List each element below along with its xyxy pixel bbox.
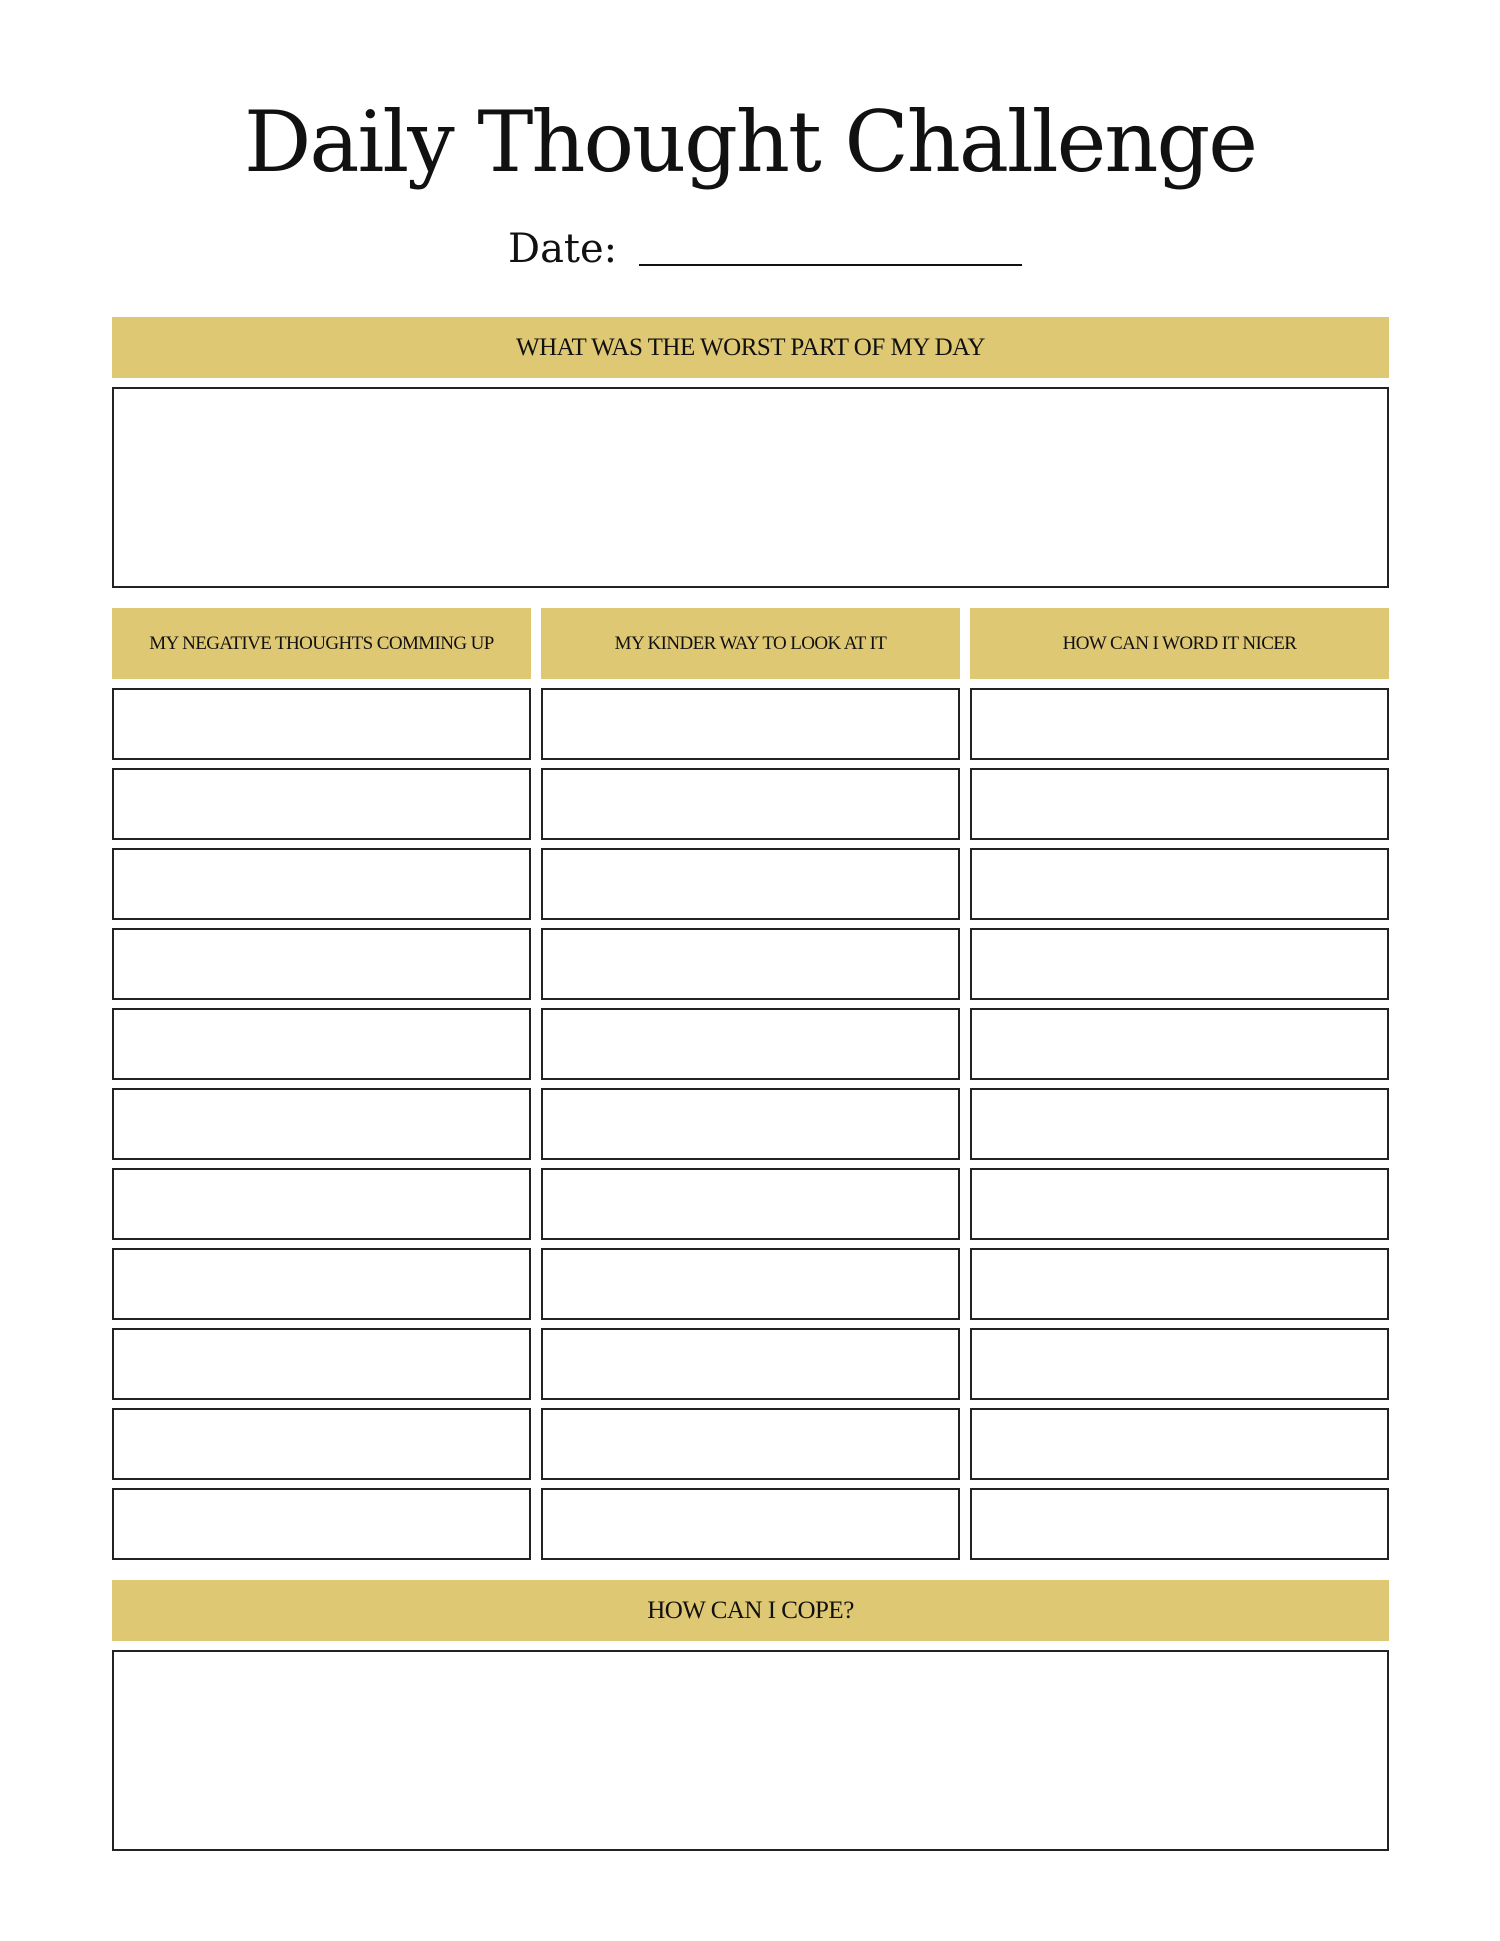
worst-part-box[interactable] — [112, 387, 1389, 588]
table-cell-negative-thought[interactable] — [112, 1088, 531, 1160]
table-cell-kinder-way[interactable] — [541, 688, 960, 760]
table-row — [112, 688, 1389, 760]
table-row — [112, 1408, 1389, 1480]
table-cell-nicer-wording[interactable] — [970, 688, 1389, 760]
table-cell-negative-thought[interactable] — [112, 848, 531, 920]
table-row — [112, 1088, 1389, 1160]
table-cell-kinder-way[interactable] — [541, 1488, 960, 1560]
table-cell-nicer-wording[interactable] — [970, 848, 1389, 920]
table-cell-nicer-wording[interactable] — [970, 1168, 1389, 1240]
table-cell-negative-thought[interactable] — [112, 688, 531, 760]
cope-heading: HOW CAN I COPE? — [112, 1580, 1389, 1641]
date-field[interactable] — [639, 264, 1022, 266]
table-row — [112, 1328, 1389, 1400]
table-row — [112, 928, 1389, 1000]
table-row — [112, 848, 1389, 920]
table-cell-kinder-way[interactable] — [541, 928, 960, 1000]
table-cell-kinder-way[interactable] — [541, 1008, 960, 1080]
table-row — [112, 1248, 1389, 1320]
page-title: Daily Thought Challenge — [244, 93, 1256, 191]
table-row — [112, 768, 1389, 840]
table-cell-kinder-way[interactable] — [541, 1248, 960, 1320]
table-cell-kinder-way[interactable] — [541, 1408, 960, 1480]
column-header-word-nicer: HOW CAN I WORD IT NICER — [970, 608, 1389, 679]
table-cell-negative-thought[interactable] — [112, 928, 531, 1000]
table-row — [112, 1168, 1389, 1240]
date-label: Date: — [508, 226, 618, 272]
table-cell-nicer-wording[interactable] — [970, 1328, 1389, 1400]
column-header-kinder-way: MY KINDER WAY TO LOOK AT IT — [541, 608, 960, 679]
table-cell-negative-thought[interactable] — [112, 1168, 531, 1240]
table-row — [112, 1488, 1389, 1560]
table-row — [112, 1008, 1389, 1080]
table-cell-nicer-wording[interactable] — [970, 1088, 1389, 1160]
table-cell-negative-thought[interactable] — [112, 1008, 531, 1080]
table-cell-nicer-wording[interactable] — [970, 928, 1389, 1000]
table-cell-kinder-way[interactable] — [541, 1088, 960, 1160]
table-cell-negative-thought[interactable] — [112, 1488, 531, 1560]
table-cell-negative-thought[interactable] — [112, 1248, 531, 1320]
table-cell-negative-thought[interactable] — [112, 1408, 531, 1480]
table-cell-negative-thought[interactable] — [112, 768, 531, 840]
table-cell-nicer-wording[interactable] — [970, 1008, 1389, 1080]
cope-box[interactable] — [112, 1650, 1389, 1851]
table-cell-kinder-way[interactable] — [541, 768, 960, 840]
table-cell-negative-thought[interactable] — [112, 1328, 531, 1400]
date-row — [508, 222, 1022, 272]
table-cell-kinder-way[interactable] — [541, 1168, 960, 1240]
table-cell-kinder-way[interactable] — [541, 848, 960, 920]
worst-part-heading: WHAT WAS THE WORST PART OF MY DAY — [112, 317, 1389, 378]
table-cell-kinder-way[interactable] — [541, 1328, 960, 1400]
table-cell-nicer-wording[interactable] — [970, 1408, 1389, 1480]
table-cell-nicer-wording[interactable] — [970, 1488, 1389, 1560]
table-cell-nicer-wording[interactable] — [970, 1248, 1389, 1320]
table-cell-nicer-wording[interactable] — [970, 768, 1389, 840]
column-header-negative-thoughts: MY NEGATIVE THOUGHTS COMMING UP — [112, 608, 531, 679]
